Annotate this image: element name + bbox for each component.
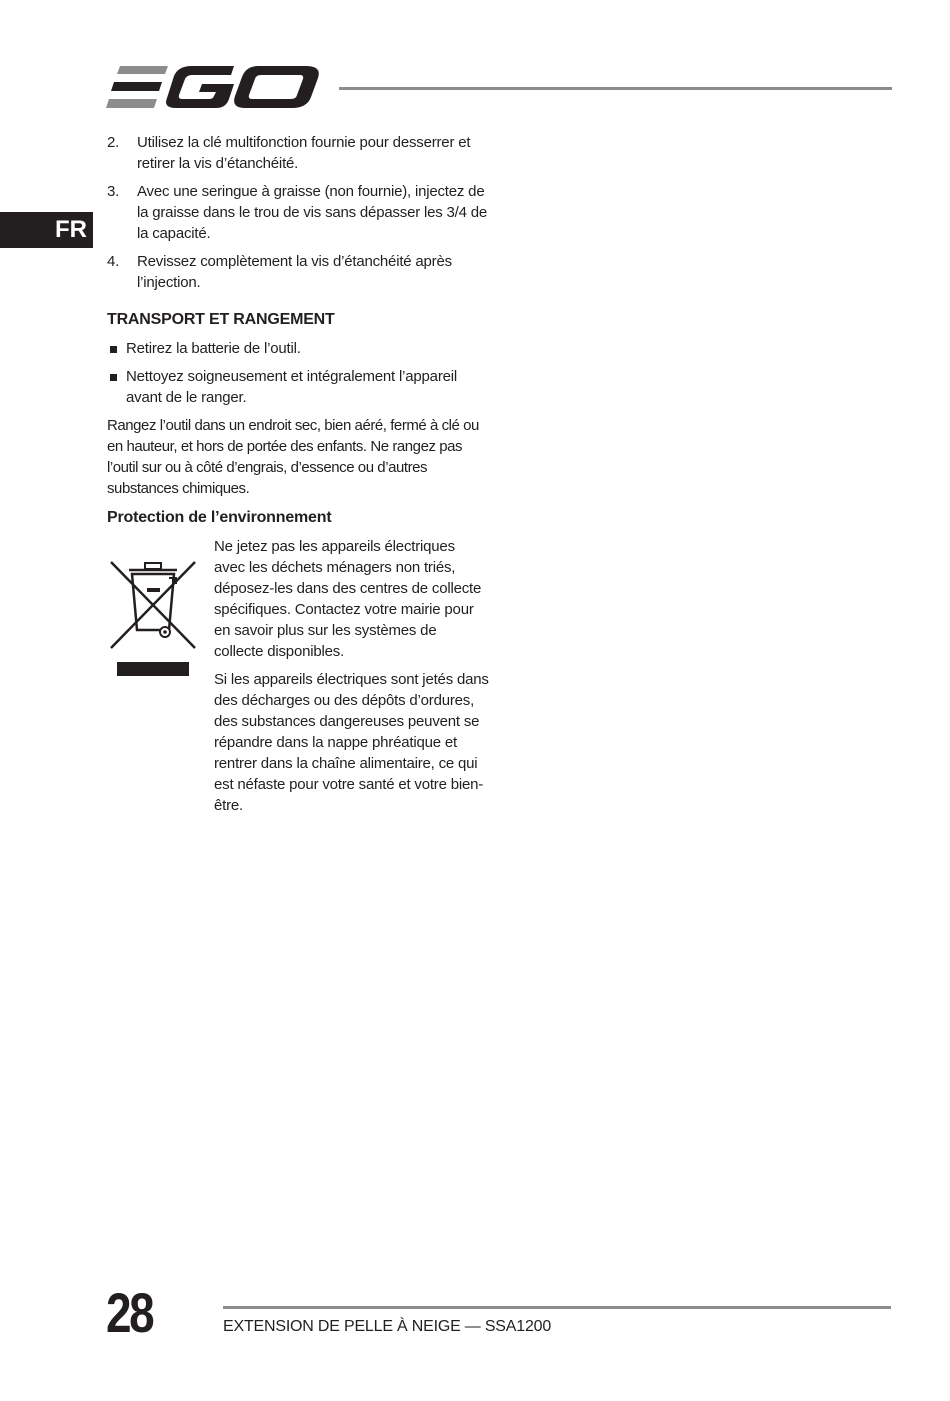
maintenance-steps	[107, 132, 489, 293]
bullet-item	[107, 338, 489, 359]
bullet-item	[107, 366, 489, 408]
environment-paragraph: Si les appareils électriques sont jetés dans des décharges ou des dépôts d’ordures, des substances dangereuses peuvent se répandre dans la nappe phréatique et rentrer dans la chaîne alimentaire, ce qui est néfaste pour votre santé et votre bien-être.	[214, 671, 489, 814]
environment-paragraph: Ne jetez pas les appareils électriques avec les déchets ménagers non triés, déposez-les dans des centres de collecte spécifiques. Contactez votre mairie pour en savoir plus sur les systèmes de collecte disponibles.	[214, 538, 482, 660]
page-number: 28	[106, 1281, 153, 1344]
environment-block	[107, 536, 489, 816]
footer-rule	[223, 1306, 891, 1309]
step-text: Utilisez la clé multifonction fournie pour desserrer et retirer la vis d’étanchéité.	[137, 134, 471, 172]
main-content	[107, 132, 489, 823]
environment-heading: Protection de l’environnement	[107, 509, 332, 526]
language-tab: FR	[0, 212, 93, 248]
step-number: 4.	[107, 253, 120, 270]
step-item	[107, 132, 489, 174]
transport-bullets	[107, 338, 489, 408]
crossed-out-wheelie-bin-icon	[107, 542, 199, 676]
bullet-text: Nettoyez soigneusement et intégralement l’appareil avant de le ranger.	[126, 368, 458, 406]
step-number: 2.	[107, 134, 120, 151]
step-number: 3.	[107, 183, 120, 200]
bullet-square-icon	[110, 346, 117, 353]
environment-text	[214, 536, 489, 816]
step-text: Avec une seringue à graisse (non fournie), injectez de la graisse dans le trou de vis sans dépasser les 3/4 de la capacité.	[137, 183, 488, 242]
step-item	[107, 251, 489, 293]
transport-heading: TRANSPORT ET RANGEMENT	[107, 311, 335, 328]
bullet-text: Retirez la batterie de l’outil.	[126, 340, 301, 357]
bullet-square-icon	[110, 374, 117, 381]
step-item	[107, 181, 489, 244]
footer-title: EXTENSION DE PELLE À NEIGE — SSA1200	[223, 1318, 552, 1335]
ego-logo	[106, 62, 321, 112]
storage-paragraph: Rangez l’outil dans un endroit sec, bien aéré, fermé à clé ou en hauteur, et hors de portée des enfants. Ne rangez pas l’outil sur ou à côté d’engrais, d’essence ou d’autres substances chimiques.	[107, 417, 479, 497]
step-text: Revissez complètement la vis d’étanchéité après l’injection.	[137, 253, 452, 291]
header-rule	[339, 87, 892, 90]
